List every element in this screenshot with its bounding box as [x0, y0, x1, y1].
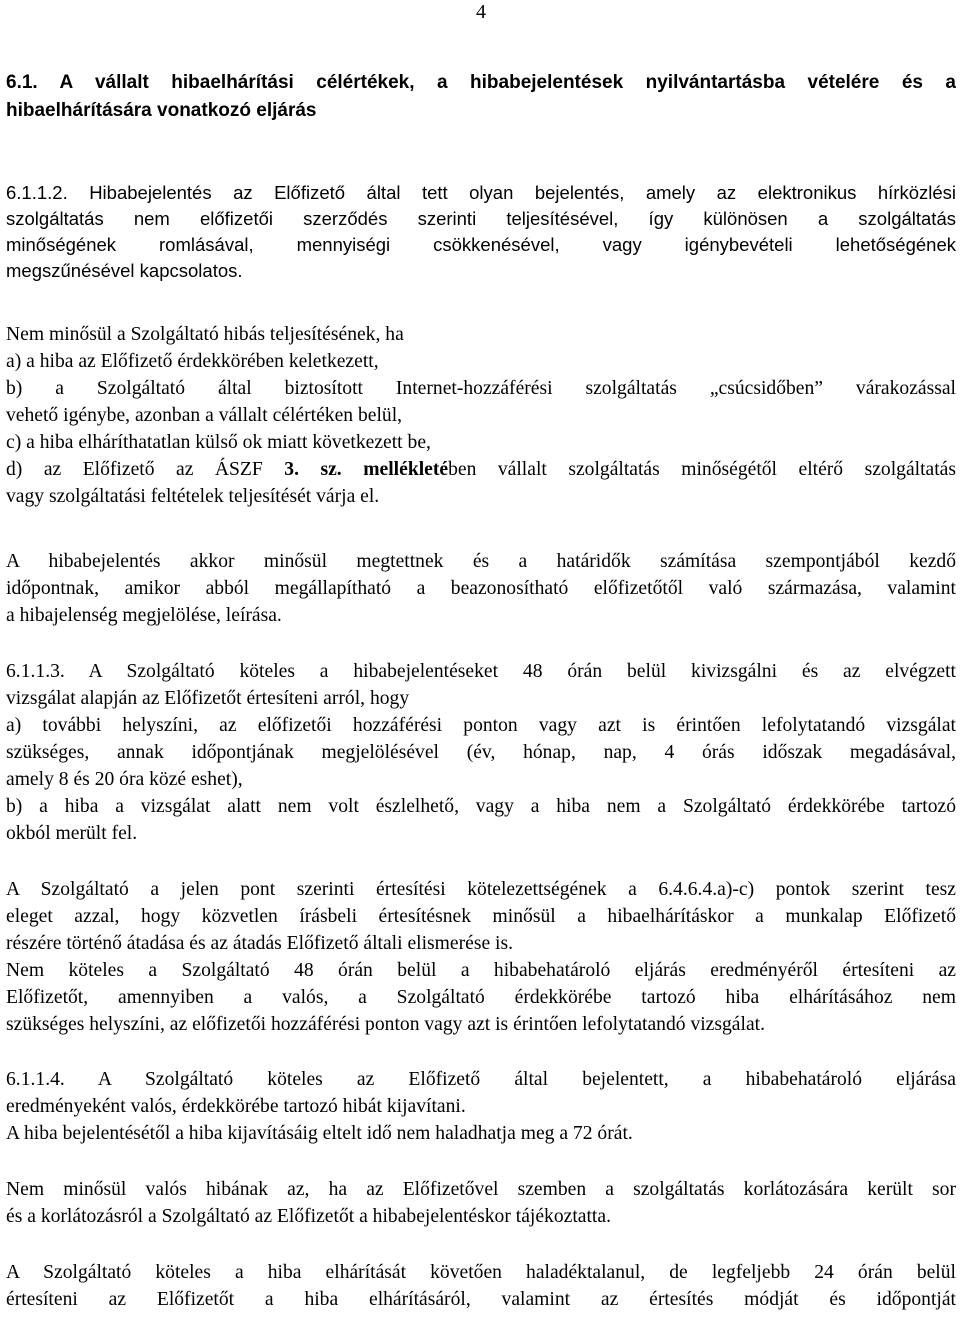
p4-line-1: 6.1.1.3. A Szolgáltató köteles a hibabejelentéseket 48 órán belül kivizsgálni és az elvégzett [6, 661, 956, 682]
p2-d-mid [342, 459, 364, 480]
p2-line-5: c) a hiba elháríthatatlan külső ok miatt következett be, [6, 432, 431, 453]
p4-line-6: b) a hiba a vizsgálat alatt nem volt észlelhető, vagy a hiba nem a Szolgáltató érdekkörébe tartozó [6, 796, 956, 817]
p2-line-3: b) a Szolgáltató által biztosított Internet-hozzáférési szolgáltatás „csúcsidőben” várakozással [6, 378, 956, 399]
p5-line-1: A Szolgáltató a jelen pont szerinti értesítési kötelezettségének a 6.4.6.4.a)-c) pontok szerint tesz [6, 879, 956, 900]
p2-line-2: a) a hiba az Előfizető érdekkörében keletkezett, [6, 351, 379, 372]
p7-line-2: és a korlátozásról a Szolgáltató az Előfizetőt a hibabejelentéskor tájékoztatta. [6, 1206, 611, 1227]
p1-line-4: megszűnésével kapcsolatos. [6, 260, 243, 281]
section-heading-line-1: 6.1. A vállalt hibaelhárítási célértékek, a hibabejelentések nyilvántartásba vételére és a [6, 72, 956, 93]
p2-d-bold-2: mellékleté [363, 459, 449, 480]
p3-line-1: A hibabejelentés akkor minősül megtettnek és a határidők számítása szempontjából kezdő [6, 551, 956, 572]
p1-line-1: 6.1.1.2. Hibabejelentés az Előfizető által tett olyan bejelentés, amely az elektronikus hírközlési [6, 182, 956, 203]
p5-line-6: szükséges helyszíni, az előfizetői hozzáférési ponton vagy azt is érintően lefolytatandó vizsgálat. [6, 1014, 765, 1035]
section-heading-line-2: hibaelhárítására vonatkozó eljárás [6, 100, 317, 121]
p4-line-3: a) további helyszíni, az előfizetői hozzáférési ponton vagy azt is érintően lefolytatandó vizsgálat [6, 715, 956, 736]
p3-line-3: a hibajelenség megjelölése, leírása. [6, 605, 282, 626]
p2-line-1: Nem minősül a Szolgáltató hibás teljesítésének, ha [6, 324, 404, 345]
p6-line-2: eredményeként valós, érdekkörébe tartozó hibát kijavítani. [6, 1096, 466, 1117]
p2-d-bold-1: 3. sz. [284, 459, 342, 480]
p4-line-7: okból merült fel. [6, 823, 138, 844]
p6-line-3: A hiba bejelentésétől a hiba kijavításáig eltelt idő nem haladhatja meg a 72 órát. [6, 1123, 633, 1144]
p1-line-2: szolgáltatás nem előfizetői szerződés szerinti teljesítésével, így különösen a szolgáltatás [6, 208, 956, 229]
p2-d-pre: d) az Előfizető az ÁSZF [6, 459, 285, 480]
p1-line-3: minőségének romlásával, mennyiségi csökkenésével, vagy igénybevételi lehetőségének [6, 234, 956, 255]
p7-line-1: Nem minősül valós hibának az, ha az Előfizetővel szemben a szolgáltatás korlátozására került sor [6, 1179, 956, 1200]
p6-line-1: 6.1.1.4. A Szolgáltató köteles az Előfizető által bejelentett, a hibabehatároló eljárása [6, 1069, 956, 1090]
p2-d-post: ben vállalt szolgáltatás minőségétől eltérő szolgáltatás [448, 459, 956, 480]
p5-line-2: eleget azzal, hogy közvetlen írásbeli értesítésnek minősül a hibaelhárításkor a munkalap Előfizető [6, 906, 956, 927]
p4-line-2: vizsgálat alapján az Előfizetőt értesíteni arról, hogy [6, 688, 410, 709]
p5-line-3: részére történő átadása és az átadás Előfizető általi elismerése is. [6, 933, 514, 954]
p8-line-1: A Szolgáltató köteles a hiba elhárítását követően haladéktalanul, de legfeljebb 24 órán belül [6, 1262, 956, 1283]
page-number: 4 [476, 1, 486, 23]
p5-line-5: Előfizetőt, amennyiben a valós, a Szolgáltató érdekkörébe tartozó hiba elhárításához nem [6, 987, 956, 1008]
p8-line-2: értesíteni az Előfizetőt a hiba elhárításáról, valamint az értesítés módját és időpontját [6, 1289, 956, 1310]
p2-line-6 [6, 457, 956, 483]
p2-line-4: vehető igénybe, azonban a vállalt célértéken belül, [6, 405, 403, 426]
p4-line-5: amely 8 és 20 óra közé eshet), [6, 769, 243, 790]
p2-line-7: vagy szolgáltatási feltételek teljesítését várja el. [6, 486, 380, 507]
p4-line-4: szükséges, annak időpontjának megjelölésével (év, hónap, nap, 4 órás időszak megadásával, [6, 742, 956, 763]
p3-line-2: időpontnak, amikor abból megállapítható a beazonosítható előfizetőtől való származása, valamint [6, 578, 956, 599]
p5-line-4: Nem köteles a Szolgáltató 48 órán belül a hibabehatároló eljárás eredményéről értesíteni az [6, 960, 956, 981]
